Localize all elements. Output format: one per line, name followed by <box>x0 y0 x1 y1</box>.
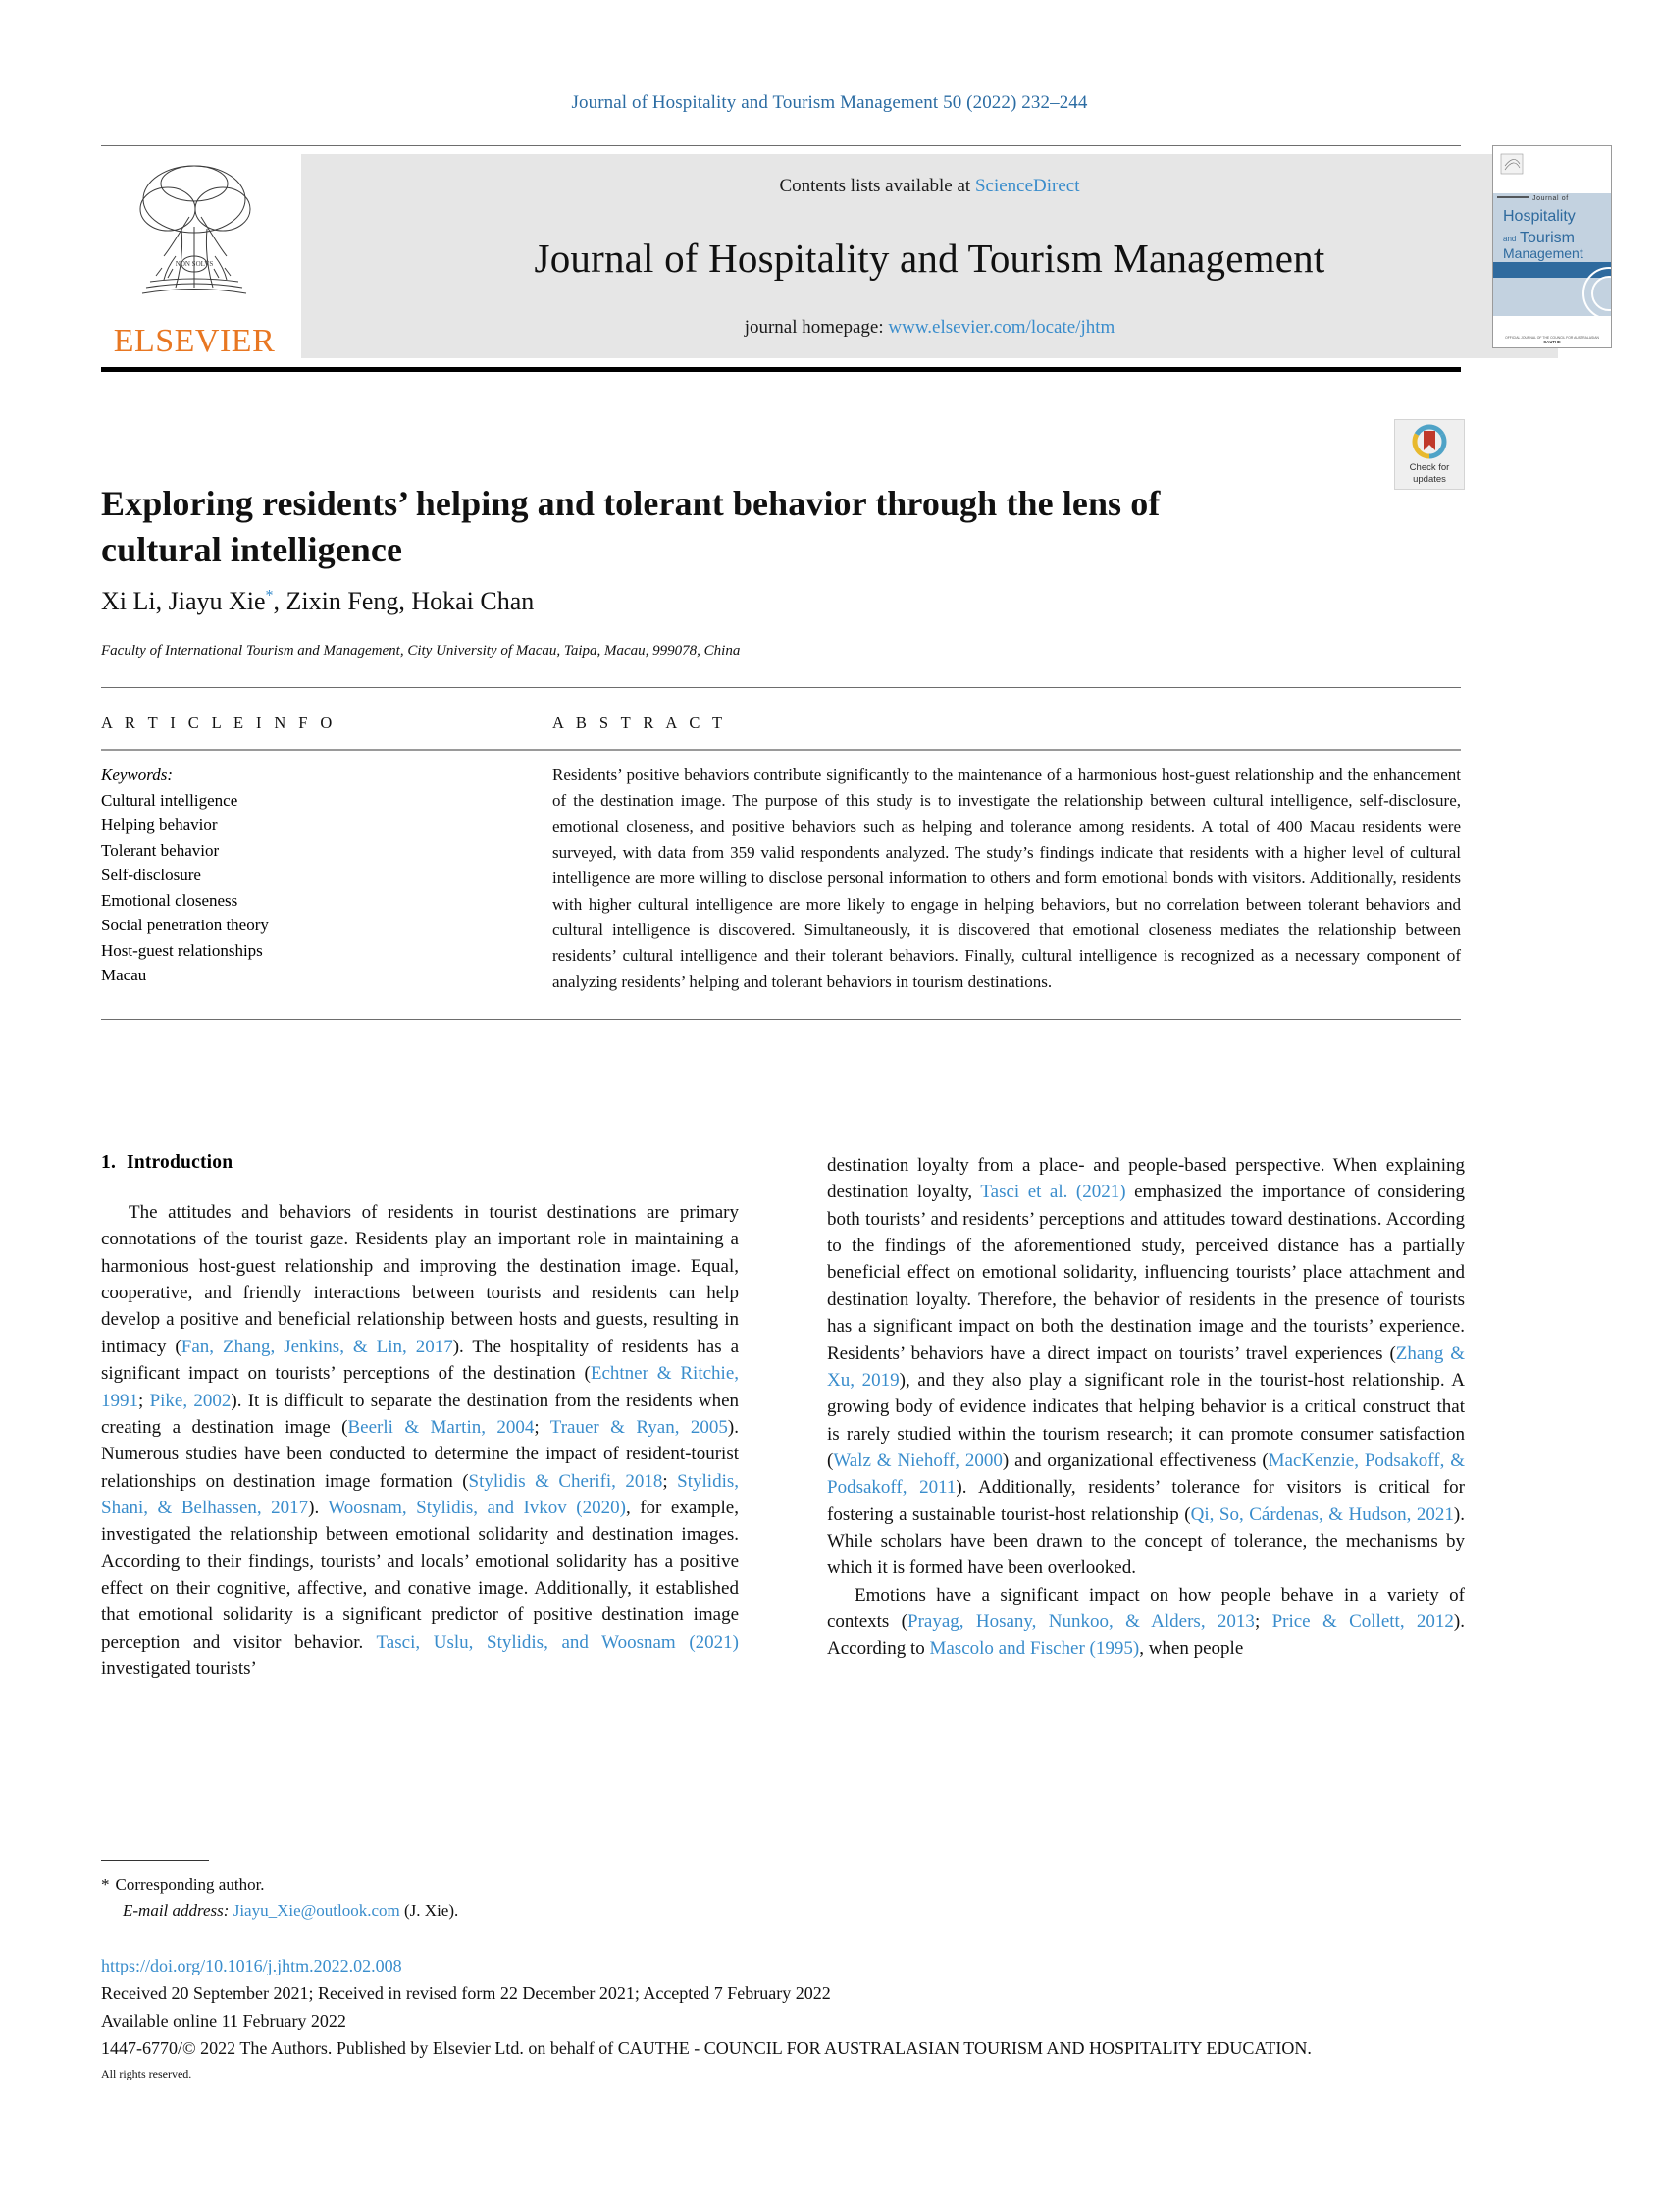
article-info-heading: A R T I C L E I N F O <box>101 713 337 732</box>
footnote-corresponding-author <box>101 1872 827 1898</box>
crossmark-badge[interactable] <box>1394 419 1465 490</box>
abstract-divider <box>552 749 1461 751</box>
keyword-item: Self-disclosure <box>101 866 201 884</box>
citation-link[interactable]: Prayag, Hosany, Nunkoo, & Alders, 2013 <box>907 1611 1255 1633</box>
crossmark-icon <box>1408 423 1451 462</box>
journal-cover-thumbnail <box>1492 145 1612 348</box>
svg-text:NON SOLVS: NON SOLVS <box>175 260 214 268</box>
journal-masthead <box>101 145 1599 359</box>
citation-link[interactable]: Price & Collett, 2012 <box>1271 1611 1454 1633</box>
citation-link[interactable]: Tasci et al. (2021) <box>980 1182 1126 1203</box>
abstract-column <box>552 713 1461 995</box>
keyword-item: Macau <box>101 966 147 984</box>
footnote-email <box>101 1898 827 1923</box>
body-column-left <box>101 1152 739 1682</box>
journal-cover-image <box>1493 146 1611 347</box>
section-number: 1. <box>101 1152 117 1173</box>
keywords-label: Keywords: <box>101 765 174 784</box>
citation-link[interactable]: MacKenzie, Podsakoff, & Podsakoff, 2011 <box>827 1449 1465 1499</box>
keyword-item: Emotional closeness <box>101 890 238 910</box>
svg-text:Journal of: Journal of <box>1532 195 1569 202</box>
keyword-item: Helping behavior <box>101 816 218 834</box>
contents-available-line <box>779 176 1079 197</box>
article-info-abstract-box <box>101 687 1461 1020</box>
paragraph-intro-1: The attitudes and behaviors of residents in tourist destinations are primary connotations of the tourist gaze. Residents play an important role in maintaining a harmonious host-guest relationship and improving the destination image. Equal, cooperative, and friendly interactions between tourists and residents can help develop a positive and beneficial relationship between hosts and guests, resulting in intimacy (Fan, Zhang, Jenkins, & Lin, 2017). The hospitality of residents has a significant impact on tourists’ perceptions of the destination (Echtner & Ritchie, 1991; Pike, 2002). It is difficult to separate the destination from the residents when creating a destination image (Beerli & Martin, 2004; Trauer & Ryan, 2005). Numerous studies have been conducted to determine the impact of resident-tourist relationships on destination image formation (Stylidis & Cherifi, 2018; Stylidis, Shani, & Belhassen, 2017). Woosnam, Stylidis, and Ivkov (2020), for example, investigated the relationship between emotional solidarity and destination images. According to their findings, tourists’ and locals’ emotional solidarity has a positive effect on their cognitive, affective, and conative image. Additionally, it established that emotional solidarity is a significant predictor of positive destination image perception and visitor behavior. Tasci, Uslu, Stylidis, and Woosnam (2021) investigated tourists’ <box>101 1202 740 1680</box>
citation-link[interactable]: Walz & Niehoff, 2000 <box>833 1449 1003 1471</box>
masthead-bottom-rule <box>101 367 1461 372</box>
svg-text:Management: Management <box>1503 245 1583 261</box>
article-info-divider <box>101 749 552 751</box>
page-footer <box>101 1953 1504 2082</box>
author-affiliation: Faculty of International Tourism and Management, City University of Macau, Taipa, Macau, 999078, China <box>101 643 741 658</box>
journal-title: Journal of Hospitality and Tourism Management <box>534 236 1325 281</box>
abstract-text: Residents’ positive behaviors contribute significantly to the maintenance of a harmonious host-guest relationship and the enhancement of the destination image. The purpose of this study is to investigate the relationship between cultural intelligence, self-disclosure, emotional closeness, and positive behaviors such as helping and tolerance among residents. A total of 400 Macau residents were surveyed, with data from 359 valid respondents analyzed. The study’s findings indicate that residents with a higher level of cultural intelligence are more willing to disclose personal information to others and form emotional bonds with visitors. Additionally, residents with higher cultural intelligence are more likely to engage in helping behaviors, but no correlation between tolerant behaviors and cultural intelligence is discovered. Simultaneously, it is discovered that emotional closeness mediates the relationship between residents’ cultural intelligence and their tolerant behaviors. Finally, cultural intelligence is recognized as a necessary component of analyzing residents’ helping and tolerant behaviors in tourism destinations. <box>552 765 1461 991</box>
section-title: Introduction <box>127 1152 233 1173</box>
citation-link[interactable]: Fan, Zhang, Jenkins, & Lin, 2017 <box>181 1336 453 1357</box>
svg-text:Hospitality: Hospitality <box>1503 208 1576 225</box>
footnotes <box>101 1872 827 1922</box>
received-dates: Received 20 September 2021; Received in revised form 22 December 2021; Accepted 7 February 2022 <box>101 1982 831 2003</box>
article-info-column <box>101 713 552 995</box>
authors-names-rest: , Zixin Feng, Hokai Chan <box>273 587 535 615</box>
email-suffix: (J. Xie). <box>404 1900 459 1920</box>
elsevier-tree-icon <box>121 158 268 305</box>
elsevier-logo <box>101 154 287 358</box>
keyword-item: Social penetration theory <box>101 916 269 934</box>
doi-link[interactable]: https://doi.org/10.1016/j.jhtm.2022.02.008 <box>101 1956 402 1975</box>
paragraph-intro-2: Emotions have a significant impact on how people behave in a variety of contexts (Prayag, Hosany, Nunkoo, & Alders, 2013; Price & Collett, 2012). According to Mascolo and Fischer (1995), when people <box>827 1584 1465 1659</box>
homepage-prefix: journal homepage: <box>744 317 889 338</box>
svg-text:and: and <box>1503 235 1517 243</box>
email-label: E-mail address: <box>123 1900 230 1920</box>
svg-text:Tourism: Tourism <box>1520 230 1576 246</box>
available-online-date: Available online 11 February 2022 <box>101 2010 346 2030</box>
body-columns <box>101 1152 1465 1800</box>
contents-prefix: Contents lists available at <box>779 176 975 196</box>
copyright-line: 1447-6770/© 2022 The Authors. Published by Elsevier Ltd. on behalf of CAUTHE - COUNCIL FOR AUSTRALASIAN TOURISM AND HOSPITALITY EDUCATION. <box>101 2037 1312 2058</box>
footnote-corresponding-text: Corresponding author. <box>115 1875 265 1894</box>
svg-text:OFFICIAL JOURNAL OF THE COUNCI: OFFICIAL JOURNAL OF THE COUNCIL FOR AUSTRALASIAN <box>1505 336 1599 340</box>
email-link[interactable]: Jiayu_Xie@outlook.com <box>233 1900 400 1920</box>
journal-homepage-link[interactable]: www.elsevier.com/locate/jhtm <box>888 317 1115 338</box>
running-head: Journal of Hospitality and Tourism Management 50 (2022) 232–244 <box>571 92 1088 113</box>
footnote-rule <box>101 1860 209 1861</box>
keyword-item: Host-guest relationships <box>101 940 263 960</box>
body-column-right <box>827 1152 1465 1662</box>
citation-link[interactable]: Stylidis, Shani, & Belhassen, 2017 <box>101 1470 739 1518</box>
paragraph-intro-1-continued: destination loyalty from a place- and people-based perspective. When explaining destination loyalty, Tasci et al. (2021) emphasized the importance of considering both tourists’ and residents’ perceptions and attitudes toward destinations. According to the findings of the aforementioned study, perceived distance has a partially beneficial effect on emotional solidarity, influencing tourists’ place attachment and destination loyalty. Therefore, the behavior of residents in the presence of tourists has a significant impact on both the destination image and the tourists’ experience. Residents’ behaviors have a direct impact on tourists’ travel experiences (Zhang & Xu, 2019), and they also play a significant role in the tourist-host relationship. A growing body of evidence indicates that helping behavior is a critical construct that is rarely studied within the tourism research; it can promote consumer satisfaction (Walz & Niehoff, 2000) and organizational effectiveness (MacKenzie, Podsakoff, & Podsakoff, 2011). Additionally, residents’ tolerance for visitors is critical for fostering a sustainable tourist-host relationship (Qi, So, Cárdenas, & Hudson, 2021). While scholars have been drawn to the concept of tolerance, the mechanisms by which it is formed have been overlooked. <box>827 1155 1465 1579</box>
citation-link[interactable]: Tasci, Uslu, Stylidis, and Woosnam (2021) <box>376 1631 739 1653</box>
citation-link[interactable]: Woosnam, Stylidis, and Ivkov (2020) <box>328 1497 626 1518</box>
journal-homepage-line <box>745 317 1115 339</box>
crossmark-label-line1: Check for <box>1409 462 1450 473</box>
citation-link[interactable]: Stylidis & Cherifi, 2018 <box>468 1470 663 1492</box>
authors-names: Xi Li, Jiayu Xie <box>101 587 266 615</box>
abstract-heading: A B S T R A C T <box>552 713 727 732</box>
masthead-banner <box>301 154 1558 358</box>
keyword-item: Cultural intelligence <box>101 790 238 810</box>
citation-link[interactable]: Qi, So, Cárdenas, & Hudson, 2021 <box>1190 1503 1454 1525</box>
citation-link[interactable]: Echtner & Ritchie, 1991 <box>101 1363 740 1411</box>
masthead-top-rule <box>101 145 1461 146</box>
citation-link[interactable]: Pike, 2002 <box>149 1390 232 1411</box>
svg-text:CAUTHE: CAUTHE <box>1543 340 1561 344</box>
rights-reserved: All rights reserved. <box>101 2066 192 2080</box>
sciencedirect-link[interactable]: ScienceDirect <box>974 176 1080 196</box>
section-heading-introduction <box>101 1152 739 1174</box>
citation-link[interactable]: Mascolo and Fischer (1995) <box>929 1638 1140 1659</box>
elsevier-wordmark: ELSEVIER <box>113 323 276 359</box>
page-title: Exploring residents’ helping and tolerant behavior through the lens of cultural intelligence <box>101 484 1161 569</box>
citation-link[interactable]: Beerli & Martin, 2004 <box>347 1416 535 1438</box>
citation-link[interactable]: Trauer & Ryan, 2005 <box>549 1416 728 1438</box>
keyword-item: Tolerant behavior <box>101 840 220 860</box>
author-list <box>101 587 1278 616</box>
footnote-star-marker: * <box>101 1875 110 1894</box>
citation-link[interactable]: Zhang & Xu, 2019 <box>827 1343 1465 1391</box>
crossmark-label-line2: updates <box>1413 473 1446 485</box>
corresponding-author-marker: * <box>265 587 274 605</box>
